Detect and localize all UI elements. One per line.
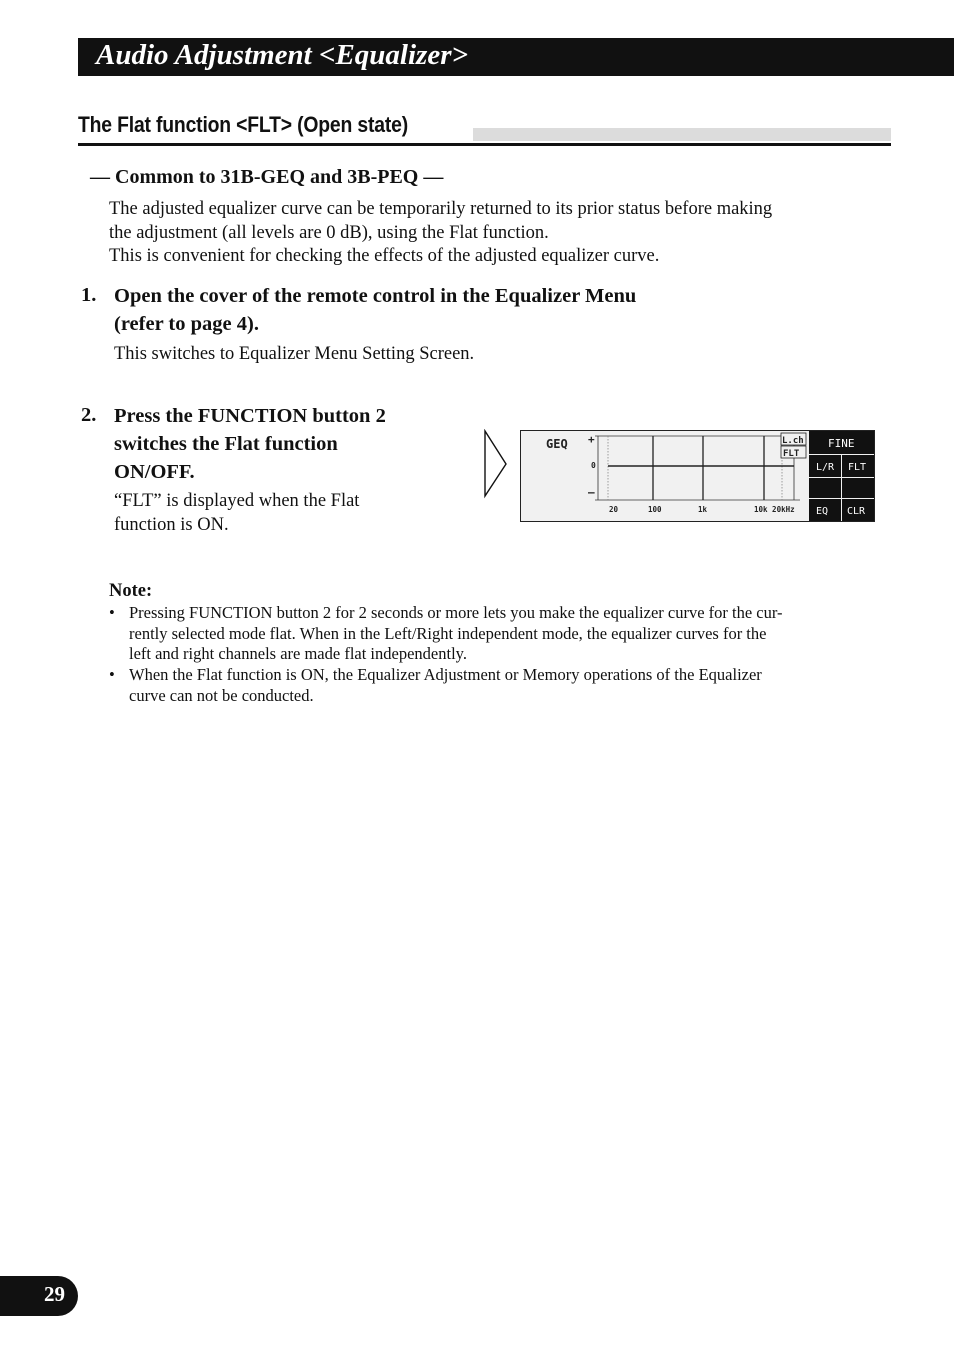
step-2-note: [114, 489, 359, 537]
heading-shade: [473, 128, 891, 141]
clr-key: CLR: [847, 506, 866, 517]
eq-key: EQ: [816, 506, 829, 517]
note-1-line-3: left and right channels are made flat independently.: [129, 644, 467, 664]
step-1-number: 1.: [81, 284, 97, 306]
note-label: Note:: [109, 581, 153, 601]
step-2-instruction: [114, 402, 454, 486]
display-mode-label: GEQ: [546, 437, 568, 451]
freq-label-100: 100: [648, 505, 662, 514]
step-1-note: This switches to Equalizer Menu Setting Screen.: [114, 344, 475, 364]
note-item: [109, 603, 859, 665]
step-2-number: 2.: [81, 404, 97, 426]
intro-line-1: The adjusted equalizer curve can be temporarily returned to its prior status before making: [109, 199, 773, 219]
step-2-line-3: ON/OFF.: [114, 461, 195, 483]
step-2-note-line-2: function is ON.: [114, 515, 229, 535]
note-2-line-2: curve can not be conducted.: [129, 685, 314, 705]
display-zero-label: 0: [591, 461, 596, 470]
page-number-tab: [0, 1276, 78, 1316]
flt-indicator: FLT: [783, 449, 800, 459]
bullet-icon: •: [109, 665, 115, 685]
lr-key: L/R: [816, 462, 835, 473]
fine-key: FINE: [828, 437, 855, 450]
flt-key: FLT: [848, 462, 867, 473]
freq-label-20: 20: [609, 505, 619, 514]
step-1-instruction: [114, 282, 754, 338]
note-1-line-2: rently selected mode flat. When in the Left/Right independent mode, the equalizer curves for the: [129, 623, 767, 643]
intro-paragraph: [109, 198, 869, 269]
step-2-line-2: switches the Flat function: [114, 433, 338, 455]
title-bar: [78, 38, 954, 76]
page-number: 29: [44, 1282, 65, 1306]
step-1-line-2: (refer to page 4).: [114, 313, 259, 335]
freq-label-1k: 1k: [698, 505, 708, 514]
note-2-line-1: When the Flat function is ON, the Equalizer Adjustment or Memory operations of the Equalizer: [129, 665, 762, 685]
empty-key-left: [809, 478, 841, 498]
page-title: Audio Adjustment <Equalizer>: [96, 39, 469, 71]
note-1-line-1: Pressing FUNCTION button 2 for 2 seconds or more lets you make the equalizer curve for the cur-: [129, 603, 783, 622]
step-1-line-1: Open the cover of the remote control in the Equalizer Menu: [114, 285, 637, 307]
display-plus-label: +: [588, 433, 595, 446]
empty-key-right: [842, 478, 874, 498]
channel-indicator: L.ch: [782, 436, 804, 446]
intro-line-2: the adjustment (all levels are 0 dB), using the Flat function.: [109, 222, 549, 243]
intro-line-3: This is convenient for checking the effects of the adjusted equalizer curve.: [109, 246, 660, 266]
step-2-line-1: Press the FUNCTION button 2: [114, 405, 386, 427]
freq-label-10k-20k: 10k 20kHz: [754, 505, 795, 514]
heading-rule: [78, 143, 891, 146]
section-title: The Flat function <FLT> (Open state): [78, 112, 408, 137]
pointer-arrow-icon: [483, 429, 509, 499]
notes-list: [109, 603, 859, 707]
section-heading: [78, 112, 891, 146]
equalizer-display: [520, 430, 876, 524]
note-item: [109, 665, 859, 706]
step-2-note-line-1: “FLT” is displayed when the Flat: [114, 491, 360, 511]
display-minus-label: –: [588, 486, 595, 499]
bullet-icon: •: [109, 603, 115, 622]
common-subheading: — Common to 31B-GEQ and 3B-PEQ —: [90, 166, 444, 188]
